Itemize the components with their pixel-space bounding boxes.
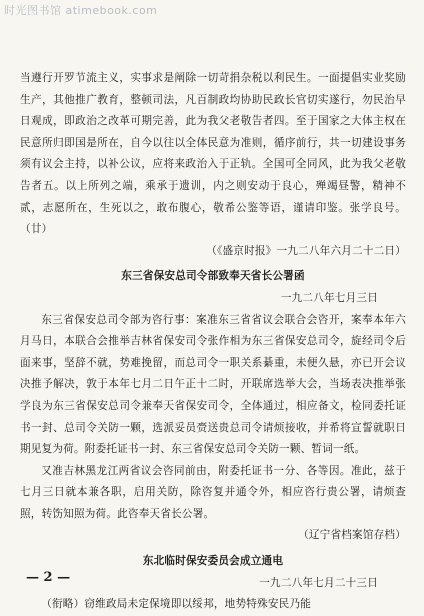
section-paragraph: 东三省保安总司令部为咨行事：案准东三省省议会联合会咨开，案奉本年六月马日，本联合会推举吉林省保安司令张作相为东三省保安总司令，旋经司令后面来事，坚辞不就，势难挽留，而总司令一职关系綦重，未便久悬，亦已开会议决推予解决，敦于本年七月二日午正十二时，开联席选举大会，当场表决推举张学良为东三省保安总司令兼奉天省保安司令，全体通过，相应备文，检同委托证书一封、总司令关防一颗，选派妥员赍送贵总司令请烦接收，并希将宣誓就职日期见复为荷。附委托证书一封、东三省保安总司令关防一颗、暂词一纸。 xyxy=(20,313,406,456)
source-citation: （《盛京时报》一九二八年六月二十二日） xyxy=(206,244,406,257)
section-title: 东北临时保安委员会成立通电 xyxy=(142,555,284,568)
section-paragraph: 又准吉林黑龙江两省议会咨同前由，附委托证书一分、各等因。准此，兹于七月三日就本兼各职，启用关防，除咨复并通令外，相应咨行贵公署，请烦查照，转饬知照为荷。此咨奉天省长公署。 xyxy=(20,464,406,520)
page-number: — 2 — xyxy=(26,570,71,585)
site-watermark: 时光图书馆 atimebook.com xyxy=(4,4,158,17)
section-date: 一九二八年七月二十三日 xyxy=(259,576,378,589)
document-page xyxy=(20,68,406,616)
paragraph-continued: 当遵行开罗节流主义，实事求是阐除一切苛捐杂税以利民生。一面提倡实业奖励生产，其他推广教育，整顿司法，凡百制政均协助民政长官切实遂行，勿民治早日观成，即政治之改革可期完善，此为我父老敬告者四。至于国家之大体主权在民意所归即国是所在，自今以往以全体民意为准则，循序前行，共一切建设事务须有议会主持，以补公议，应将来政治入于正轨。全国可全同风，此为我父老敬告者五。以上所列之端，乘承于遗训，内之则安动于良心，殚竭昼警，精神不贰，志愿所在，生死以之，敢布腹心，敬希公鉴等语，谨请印鉴。张学良号。（廿） xyxy=(20,72,406,236)
archive-citation: （辽宁省档案馆存档） xyxy=(298,529,406,542)
section-date: 一九二八年七月三日 xyxy=(280,291,378,304)
section-title: 东三省保安总司令部致奉天省长公署函 xyxy=(121,270,305,283)
section-paragraph: （衔略）窃维政局未定保境即以绥邦，地势特殊安民乃能 xyxy=(41,598,312,611)
